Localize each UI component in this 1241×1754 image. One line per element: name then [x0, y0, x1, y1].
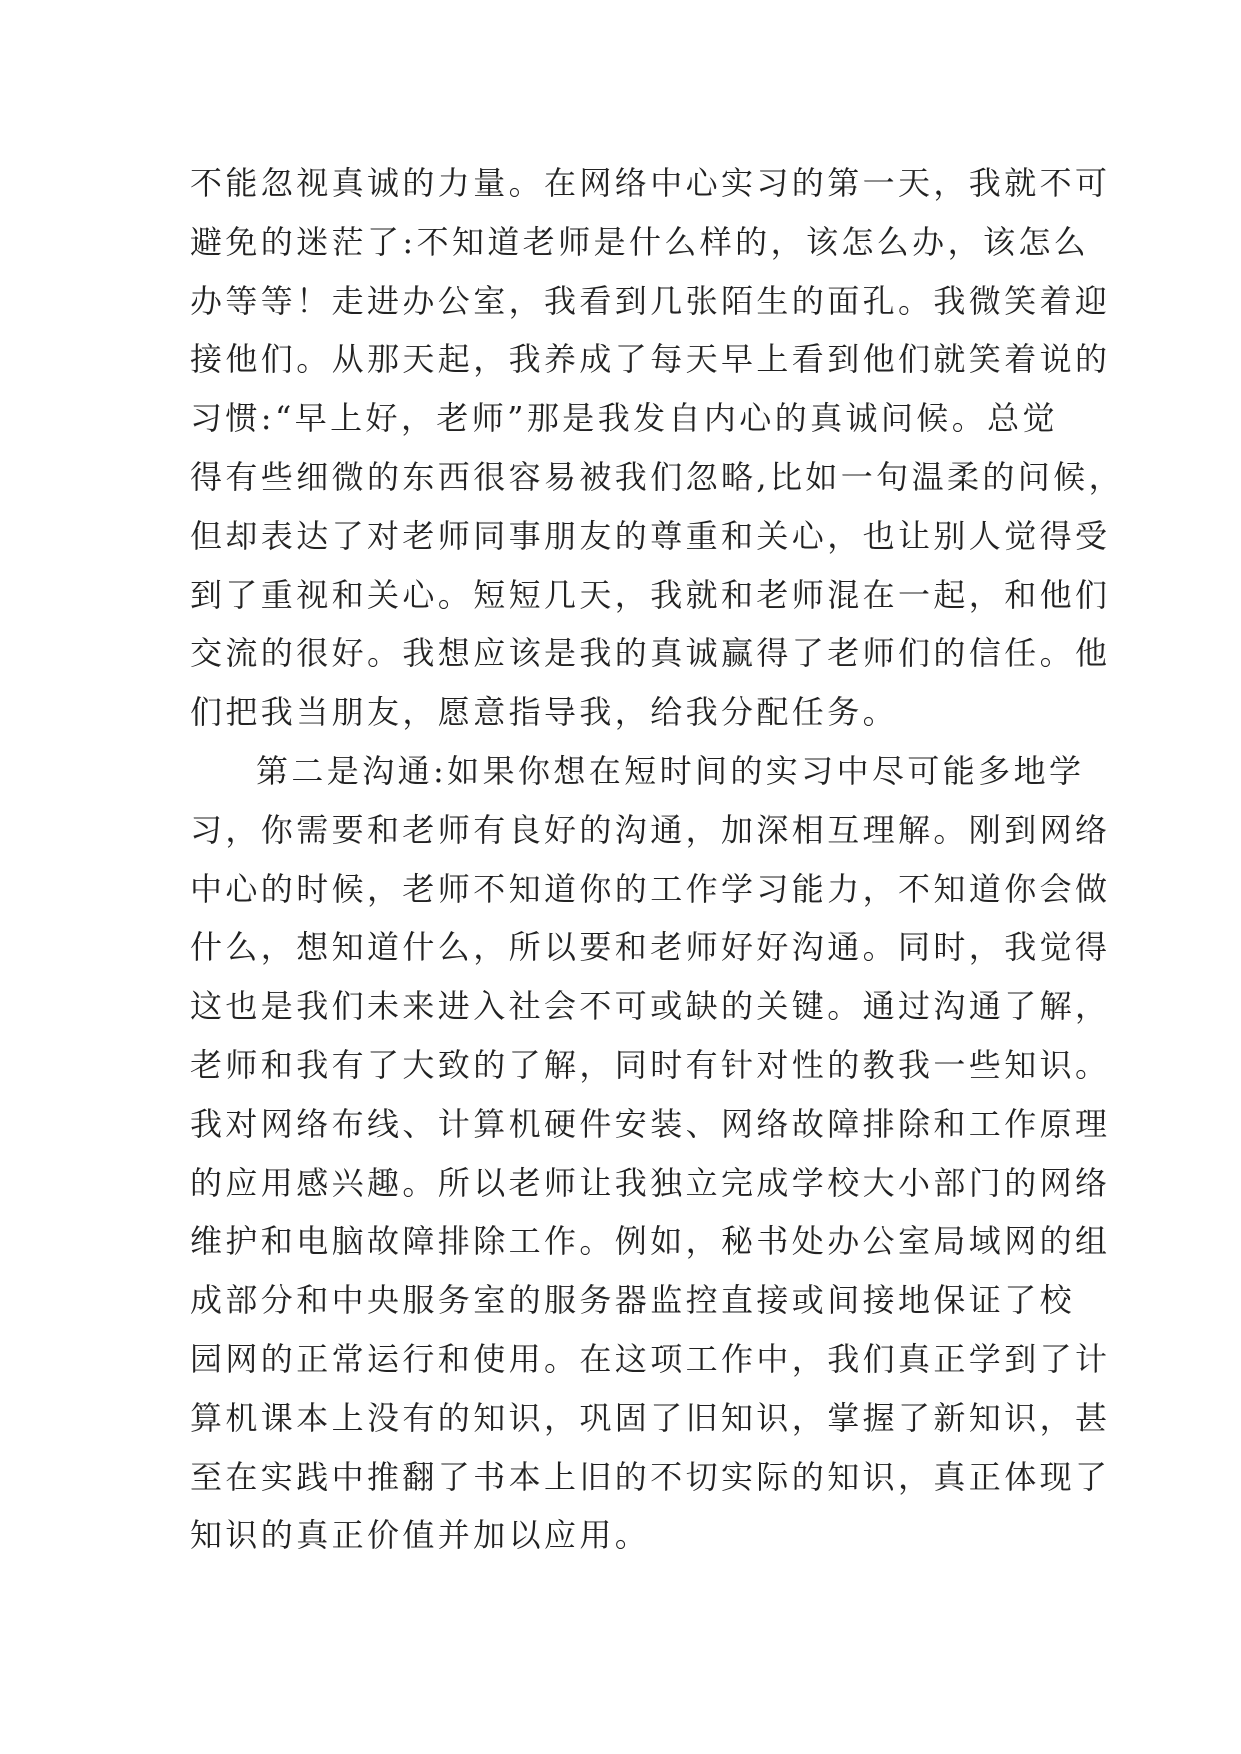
text-line: 得有些细微的东西很容易被我们忽略,比如一句温柔的问候， [190, 457, 1124, 496]
text-line: 习，你需要和老师有良好的沟通，加深相互理解。刚到网络 [190, 810, 1111, 849]
text-line: 算机课本上没有的知识，巩固了旧知识，掌握了新知识，甚 [190, 1398, 1111, 1437]
text-line: 维护和电脑故障排除工作。例如，秘书处办公室局域网的组 [190, 1222, 1111, 1261]
paragraph-start-line: 第二是沟通:如果你想在短时间的实习中尽可能多地学 [256, 751, 1085, 790]
text-line: 避免的迷茫了:不知道老师是什么样的，该怎么办，该怎么 [190, 222, 1090, 261]
text-line: 办等等！走进办公室，我看到几张陌生的面孔。我微笑着迎 [190, 281, 1111, 320]
body-text [190, 154, 1124, 1565]
text-line: 的应用感兴趣。所以老师让我独立完成学校大小部门的网络 [190, 1163, 1111, 1202]
text-line: 知识的真正价值并加以应用。 [190, 1516, 651, 1555]
text-line: 接他们。从那天起，我养成了每天早上看到他们就笑着说的 [190, 340, 1111, 379]
text-line: 中心的时候，老师不知道你的工作学习能力，不知道你会做 [190, 869, 1111, 908]
text-line: 老师和我有了大致的了解，同时有针对性的教我一些知识。 [190, 1045, 1111, 1084]
text-line: 我对网络布线、计算机硬件安装、网络故障排除和工作原理 [190, 1104, 1111, 1143]
text-line: 园网的正常运行和使用。在这项工作中，我们真正学到了计 [190, 1339, 1111, 1378]
text-line: 习惯:“早上好，老师”那是我发自内心的真诚问候。总觉 [190, 399, 1058, 438]
text-line: 至在实践中推翻了书本上旧的不切实际的知识，真正体现了 [190, 1457, 1111, 1496]
text-line: 成部分和中央服务室的服务器监控直接或间接地保证了校 [190, 1281, 1076, 1320]
text-line: 这也是我们未来进入社会不可或缺的关键。通过沟通了解， [190, 987, 1111, 1026]
text-line: 什么，想知道什么，所以要和老师好好沟通。同时，我觉得 [190, 928, 1111, 967]
text-line: 交流的很好。我想应该是我的真诚赢得了老师们的信任。他 [190, 634, 1111, 673]
text-line: 不能忽视真诚的力量。在网络中心实习的第一天，我就不可 [190, 164, 1111, 202]
text-line: 们把我当朋友，愿意指导我，给我分配任务。 [190, 693, 899, 732]
text-line: 到了重视和关心。短短几天，我就和老师混在一起，和他们 [190, 575, 1111, 614]
text-line: 但却表达了对老师同事朋友的尊重和关心，也让别人觉得受 [190, 516, 1111, 555]
